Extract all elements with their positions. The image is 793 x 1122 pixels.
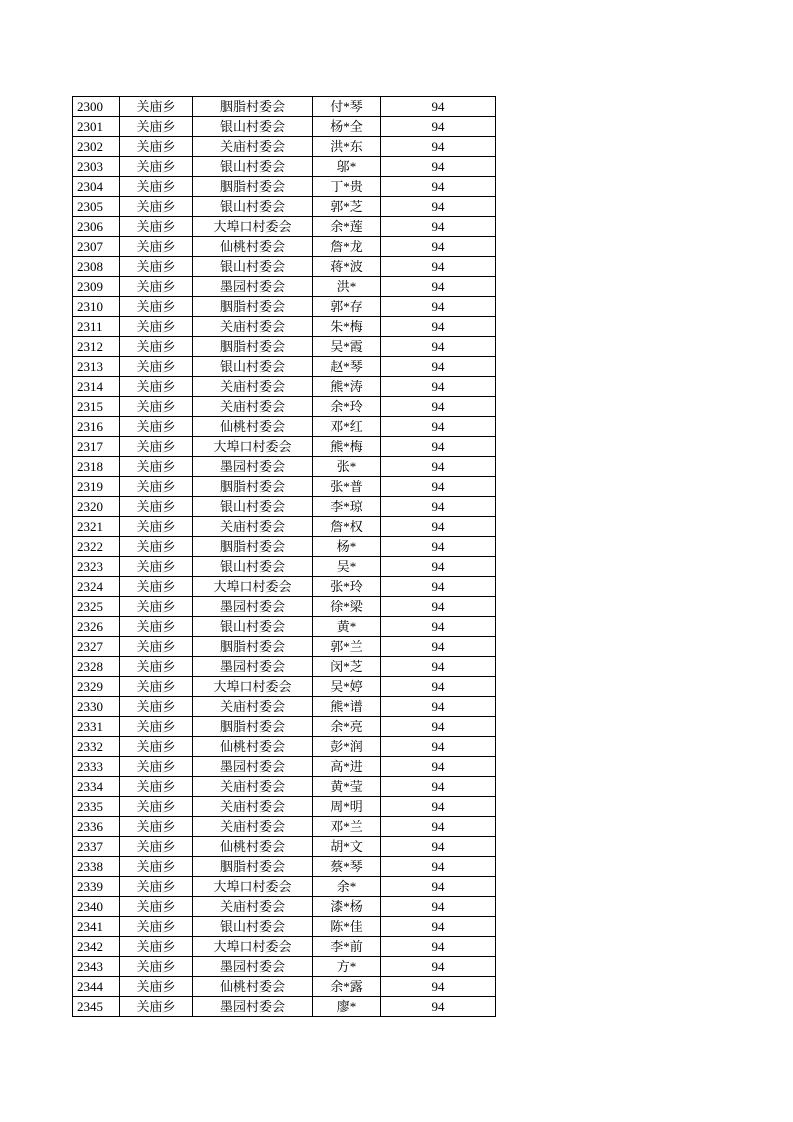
village-committee-cell: 银山村委会 [193, 257, 313, 277]
score-cell: 94 [381, 637, 496, 657]
village-committee-cell: 关庙村委会 [193, 377, 313, 397]
village-committee-cell: 仙桃村委会 [193, 977, 313, 997]
township-cell: 关庙乡 [120, 897, 193, 917]
village-committee-cell: 胭脂村委会 [193, 177, 313, 197]
township-cell: 关庙乡 [120, 297, 193, 317]
row-number-cell: 2327 [73, 637, 120, 657]
village-committee-cell: 银山村委会 [193, 617, 313, 637]
township-cell: 关庙乡 [120, 437, 193, 457]
score-cell: 94 [381, 157, 496, 177]
table-row [73, 97, 496, 117]
township-cell: 关庙乡 [120, 937, 193, 957]
village-committee-cell: 胭脂村委会 [193, 717, 313, 737]
row-number-cell: 2336 [73, 817, 120, 837]
table-row [73, 837, 496, 857]
score-cell: 94 [381, 397, 496, 417]
row-number-cell: 2325 [73, 597, 120, 617]
row-number-cell: 2343 [73, 957, 120, 977]
township-cell: 关庙乡 [120, 457, 193, 477]
village-committee-cell: 墨园村委会 [193, 657, 313, 677]
row-number-cell: 2341 [73, 917, 120, 937]
village-committee-cell: 胭脂村委会 [193, 97, 313, 117]
person-name-cell: 余* [313, 877, 381, 897]
person-name-cell: 高*进 [313, 757, 381, 777]
village-committee-cell: 大埠口村委会 [193, 437, 313, 457]
row-number-cell: 2315 [73, 397, 120, 417]
row-number-cell: 2324 [73, 577, 120, 597]
township-cell: 关庙乡 [120, 757, 193, 777]
row-number-cell: 2340 [73, 897, 120, 917]
score-cell: 94 [381, 877, 496, 897]
village-committee-cell: 大埠口村委会 [193, 577, 313, 597]
row-number-cell: 2333 [73, 757, 120, 777]
person-name-cell: 熊*梅 [313, 437, 381, 457]
township-cell: 关庙乡 [120, 317, 193, 337]
township-cell: 关庙乡 [120, 157, 193, 177]
score-cell: 94 [381, 977, 496, 997]
township-cell: 关庙乡 [120, 137, 193, 157]
score-cell: 94 [381, 97, 496, 117]
township-cell: 关庙乡 [120, 97, 193, 117]
village-committee-cell: 胭脂村委会 [193, 537, 313, 557]
score-cell: 94 [381, 897, 496, 917]
score-cell: 94 [381, 557, 496, 577]
row-number-cell: 2319 [73, 477, 120, 497]
township-cell: 关庙乡 [120, 577, 193, 597]
township-cell: 关庙乡 [120, 997, 193, 1017]
village-committee-cell: 胭脂村委会 [193, 297, 313, 317]
table-row [73, 977, 496, 997]
village-committee-cell: 胭脂村委会 [193, 637, 313, 657]
person-name-cell: 余*玲 [313, 397, 381, 417]
person-name-cell: 张* [313, 457, 381, 477]
township-cell: 关庙乡 [120, 477, 193, 497]
table-row [73, 137, 496, 157]
township-cell: 关庙乡 [120, 817, 193, 837]
township-cell: 关庙乡 [120, 777, 193, 797]
score-cell: 94 [381, 937, 496, 957]
table-row [73, 677, 496, 697]
village-committee-cell: 大埠口村委会 [193, 877, 313, 897]
table-row [73, 517, 496, 537]
table-row [73, 477, 496, 497]
score-cell: 94 [381, 357, 496, 377]
person-name-cell: 蒋*波 [313, 257, 381, 277]
row-number-cell: 2338 [73, 857, 120, 877]
person-name-cell: 吴*霞 [313, 337, 381, 357]
village-committee-cell: 胭脂村委会 [193, 477, 313, 497]
score-cell: 94 [381, 197, 496, 217]
person-name-cell: 洪*东 [313, 137, 381, 157]
person-name-cell: 周*明 [313, 797, 381, 817]
row-number-cell: 2334 [73, 777, 120, 797]
score-cell: 94 [381, 297, 496, 317]
table-row [73, 417, 496, 437]
table-row [73, 537, 496, 557]
score-cell: 94 [381, 417, 496, 437]
person-name-cell: 陈*佳 [313, 917, 381, 937]
township-cell: 关庙乡 [120, 517, 193, 537]
table-row [73, 177, 496, 197]
person-name-cell: 黄*莹 [313, 777, 381, 797]
person-name-cell: 张*普 [313, 477, 381, 497]
person-name-cell: 闵*芝 [313, 657, 381, 677]
table-row [73, 617, 496, 637]
score-cell: 94 [381, 577, 496, 597]
table-row [73, 897, 496, 917]
township-cell: 关庙乡 [120, 837, 193, 857]
score-cell: 94 [381, 737, 496, 757]
township-cell: 关庙乡 [120, 237, 193, 257]
village-committee-cell: 关庙村委会 [193, 777, 313, 797]
person-name-cell: 漆*杨 [313, 897, 381, 917]
table-row [73, 257, 496, 277]
person-name-cell: 赵*琴 [313, 357, 381, 377]
person-name-cell: 丁*贵 [313, 177, 381, 197]
row-number-cell: 2306 [73, 217, 120, 237]
row-number-cell: 2320 [73, 497, 120, 517]
score-cell: 94 [381, 217, 496, 237]
village-committee-cell: 大埠口村委会 [193, 937, 313, 957]
row-number-cell: 2342 [73, 937, 120, 957]
township-cell: 关庙乡 [120, 497, 193, 517]
score-cell: 94 [381, 837, 496, 857]
roster-table [72, 96, 496, 1017]
row-number-cell: 2322 [73, 537, 120, 557]
table-row [73, 717, 496, 737]
village-committee-cell: 关庙村委会 [193, 817, 313, 837]
township-cell: 关庙乡 [120, 977, 193, 997]
table-row [73, 217, 496, 237]
village-committee-cell: 墨园村委会 [193, 957, 313, 977]
table-row [73, 317, 496, 337]
village-committee-cell: 银山村委会 [193, 557, 313, 577]
village-committee-cell: 银山村委会 [193, 497, 313, 517]
village-committee-cell: 仙桃村委会 [193, 837, 313, 857]
score-cell: 94 [381, 377, 496, 397]
township-cell: 关庙乡 [120, 277, 193, 297]
score-cell: 94 [381, 177, 496, 197]
person-name-cell: 邓*兰 [313, 817, 381, 837]
township-cell: 关庙乡 [120, 637, 193, 657]
score-cell: 94 [381, 457, 496, 477]
table-row [73, 877, 496, 897]
person-name-cell: 詹*龙 [313, 237, 381, 257]
person-name-cell: 张*玲 [313, 577, 381, 597]
village-committee-cell: 仙桃村委会 [193, 237, 313, 257]
table-row [73, 337, 496, 357]
village-committee-cell: 银山村委会 [193, 197, 313, 217]
township-cell: 关庙乡 [120, 197, 193, 217]
village-committee-cell: 墨园村委会 [193, 457, 313, 477]
person-name-cell: 杨*全 [313, 117, 381, 137]
person-name-cell: 蔡*琴 [313, 857, 381, 877]
village-committee-cell: 仙桃村委会 [193, 737, 313, 757]
table-row [73, 497, 496, 517]
score-cell: 94 [381, 337, 496, 357]
row-number-cell: 2328 [73, 657, 120, 677]
score-cell: 94 [381, 437, 496, 457]
village-committee-cell: 关庙村委会 [193, 397, 313, 417]
table-row [73, 357, 496, 377]
village-committee-cell: 关庙村委会 [193, 797, 313, 817]
person-name-cell: 李*前 [313, 937, 381, 957]
township-cell: 关庙乡 [120, 557, 193, 577]
table-row [73, 377, 496, 397]
township-cell: 关庙乡 [120, 857, 193, 877]
row-number-cell: 2329 [73, 677, 120, 697]
township-cell: 关庙乡 [120, 177, 193, 197]
person-name-cell: 吴* [313, 557, 381, 577]
row-number-cell: 2309 [73, 277, 120, 297]
person-name-cell: 洪* [313, 277, 381, 297]
village-committee-cell: 大埠口村委会 [193, 217, 313, 237]
township-cell: 关庙乡 [120, 537, 193, 557]
score-cell: 94 [381, 477, 496, 497]
person-name-cell: 廖* [313, 997, 381, 1017]
table-row [73, 117, 496, 137]
score-cell: 94 [381, 717, 496, 737]
village-committee-cell: 银山村委会 [193, 917, 313, 937]
township-cell: 关庙乡 [120, 597, 193, 617]
score-cell: 94 [381, 697, 496, 717]
township-cell: 关庙乡 [120, 217, 193, 237]
score-cell: 94 [381, 237, 496, 257]
person-name-cell: 吴*婷 [313, 677, 381, 697]
village-committee-cell: 关庙村委会 [193, 517, 313, 537]
village-committee-cell: 关庙村委会 [193, 317, 313, 337]
person-name-cell: 詹*权 [313, 517, 381, 537]
score-cell: 94 [381, 777, 496, 797]
township-cell: 关庙乡 [120, 617, 193, 637]
row-number-cell: 2344 [73, 977, 120, 997]
village-committee-cell: 墨园村委会 [193, 277, 313, 297]
person-name-cell: 付*琴 [313, 97, 381, 117]
score-cell: 94 [381, 137, 496, 157]
township-cell: 关庙乡 [120, 717, 193, 737]
score-cell: 94 [381, 617, 496, 637]
township-cell: 关庙乡 [120, 877, 193, 897]
person-name-cell: 方* [313, 957, 381, 977]
person-name-cell: 杨* [313, 537, 381, 557]
village-committee-cell: 关庙村委会 [193, 697, 313, 717]
score-cell: 94 [381, 537, 496, 557]
table-row [73, 957, 496, 977]
score-cell: 94 [381, 797, 496, 817]
table-row [73, 937, 496, 957]
score-cell: 94 [381, 817, 496, 837]
row-number-cell: 2326 [73, 617, 120, 637]
person-name-cell: 余*莲 [313, 217, 381, 237]
table-row [73, 157, 496, 177]
village-committee-cell: 墨园村委会 [193, 757, 313, 777]
score-cell: 94 [381, 857, 496, 877]
person-name-cell: 郭*兰 [313, 637, 381, 657]
score-cell: 94 [381, 317, 496, 337]
row-number-cell: 2304 [73, 177, 120, 197]
table-row [73, 817, 496, 837]
table-row [73, 657, 496, 677]
village-committee-cell: 关庙村委会 [193, 137, 313, 157]
table-row [73, 597, 496, 617]
person-name-cell: 黄* [313, 617, 381, 637]
row-number-cell: 2317 [73, 437, 120, 457]
table-row [73, 997, 496, 1017]
person-name-cell: 邬* [313, 157, 381, 177]
township-cell: 关庙乡 [120, 797, 193, 817]
table-row [73, 737, 496, 757]
township-cell: 关庙乡 [120, 957, 193, 977]
township-cell: 关庙乡 [120, 417, 193, 437]
row-number-cell: 2330 [73, 697, 120, 717]
person-name-cell: 郭*芝 [313, 197, 381, 217]
score-cell: 94 [381, 257, 496, 277]
row-number-cell: 2311 [73, 317, 120, 337]
village-committee-cell: 胭脂村委会 [193, 857, 313, 877]
township-cell: 关庙乡 [120, 117, 193, 137]
village-committee-cell: 大埠口村委会 [193, 677, 313, 697]
township-cell: 关庙乡 [120, 917, 193, 937]
row-number-cell: 2310 [73, 297, 120, 317]
score-cell: 94 [381, 597, 496, 617]
row-number-cell: 2321 [73, 517, 120, 537]
township-cell: 关庙乡 [120, 357, 193, 377]
village-committee-cell: 银山村委会 [193, 357, 313, 377]
roster-table-body [73, 97, 496, 1017]
row-number-cell: 2303 [73, 157, 120, 177]
table-row [73, 917, 496, 937]
person-name-cell: 余*露 [313, 977, 381, 997]
row-number-cell: 2307 [73, 237, 120, 257]
village-committee-cell: 仙桃村委会 [193, 417, 313, 437]
row-number-cell: 2313 [73, 357, 120, 377]
village-committee-cell: 银山村委会 [193, 157, 313, 177]
row-number-cell: 2339 [73, 877, 120, 897]
person-name-cell: 郭*存 [313, 297, 381, 317]
row-number-cell: 2335 [73, 797, 120, 817]
table-row [73, 277, 496, 297]
table-row [73, 397, 496, 417]
row-number-cell: 2337 [73, 837, 120, 857]
person-name-cell: 胡*文 [313, 837, 381, 857]
person-name-cell: 熊*涛 [313, 377, 381, 397]
table-row [73, 797, 496, 817]
person-name-cell: 徐*梁 [313, 597, 381, 617]
score-cell: 94 [381, 517, 496, 537]
score-cell: 94 [381, 497, 496, 517]
person-name-cell: 李*琼 [313, 497, 381, 517]
row-number-cell: 2318 [73, 457, 120, 477]
person-name-cell: 邓*红 [313, 417, 381, 437]
row-number-cell: 2302 [73, 137, 120, 157]
table-row [73, 637, 496, 657]
table-row [73, 297, 496, 317]
row-number-cell: 2316 [73, 417, 120, 437]
township-cell: 关庙乡 [120, 737, 193, 757]
table-row [73, 777, 496, 797]
table-row [73, 457, 496, 477]
township-cell: 关庙乡 [120, 337, 193, 357]
table-row [73, 437, 496, 457]
row-number-cell: 2332 [73, 737, 120, 757]
row-number-cell: 2301 [73, 117, 120, 137]
township-cell: 关庙乡 [120, 697, 193, 717]
township-cell: 关庙乡 [120, 657, 193, 677]
table-row [73, 237, 496, 257]
score-cell: 94 [381, 757, 496, 777]
row-number-cell: 2323 [73, 557, 120, 577]
person-name-cell: 熊*谱 [313, 697, 381, 717]
village-committee-cell: 墨园村委会 [193, 997, 313, 1017]
township-cell: 关庙乡 [120, 377, 193, 397]
person-name-cell: 余*亮 [313, 717, 381, 737]
score-cell: 94 [381, 677, 496, 697]
table-row [73, 857, 496, 877]
row-number-cell: 2305 [73, 197, 120, 217]
township-cell: 关庙乡 [120, 397, 193, 417]
village-committee-cell: 胭脂村委会 [193, 337, 313, 357]
score-cell: 94 [381, 277, 496, 297]
village-committee-cell: 墨园村委会 [193, 597, 313, 617]
score-cell: 94 [381, 117, 496, 137]
row-number-cell: 2331 [73, 717, 120, 737]
row-number-cell: 2300 [73, 97, 120, 117]
township-cell: 关庙乡 [120, 257, 193, 277]
score-cell: 94 [381, 957, 496, 977]
score-cell: 94 [381, 917, 496, 937]
table-row [73, 577, 496, 597]
table-row [73, 697, 496, 717]
row-number-cell: 2345 [73, 997, 120, 1017]
township-cell: 关庙乡 [120, 677, 193, 697]
table-row [73, 557, 496, 577]
person-name-cell: 彭*润 [313, 737, 381, 757]
row-number-cell: 2314 [73, 377, 120, 397]
village-committee-cell: 关庙村委会 [193, 897, 313, 917]
score-cell: 94 [381, 657, 496, 677]
score-cell: 94 [381, 997, 496, 1017]
table-row [73, 197, 496, 217]
row-number-cell: 2312 [73, 337, 120, 357]
table-row [73, 757, 496, 777]
row-number-cell: 2308 [73, 257, 120, 277]
person-name-cell: 朱*梅 [313, 317, 381, 337]
village-committee-cell: 银山村委会 [193, 117, 313, 137]
